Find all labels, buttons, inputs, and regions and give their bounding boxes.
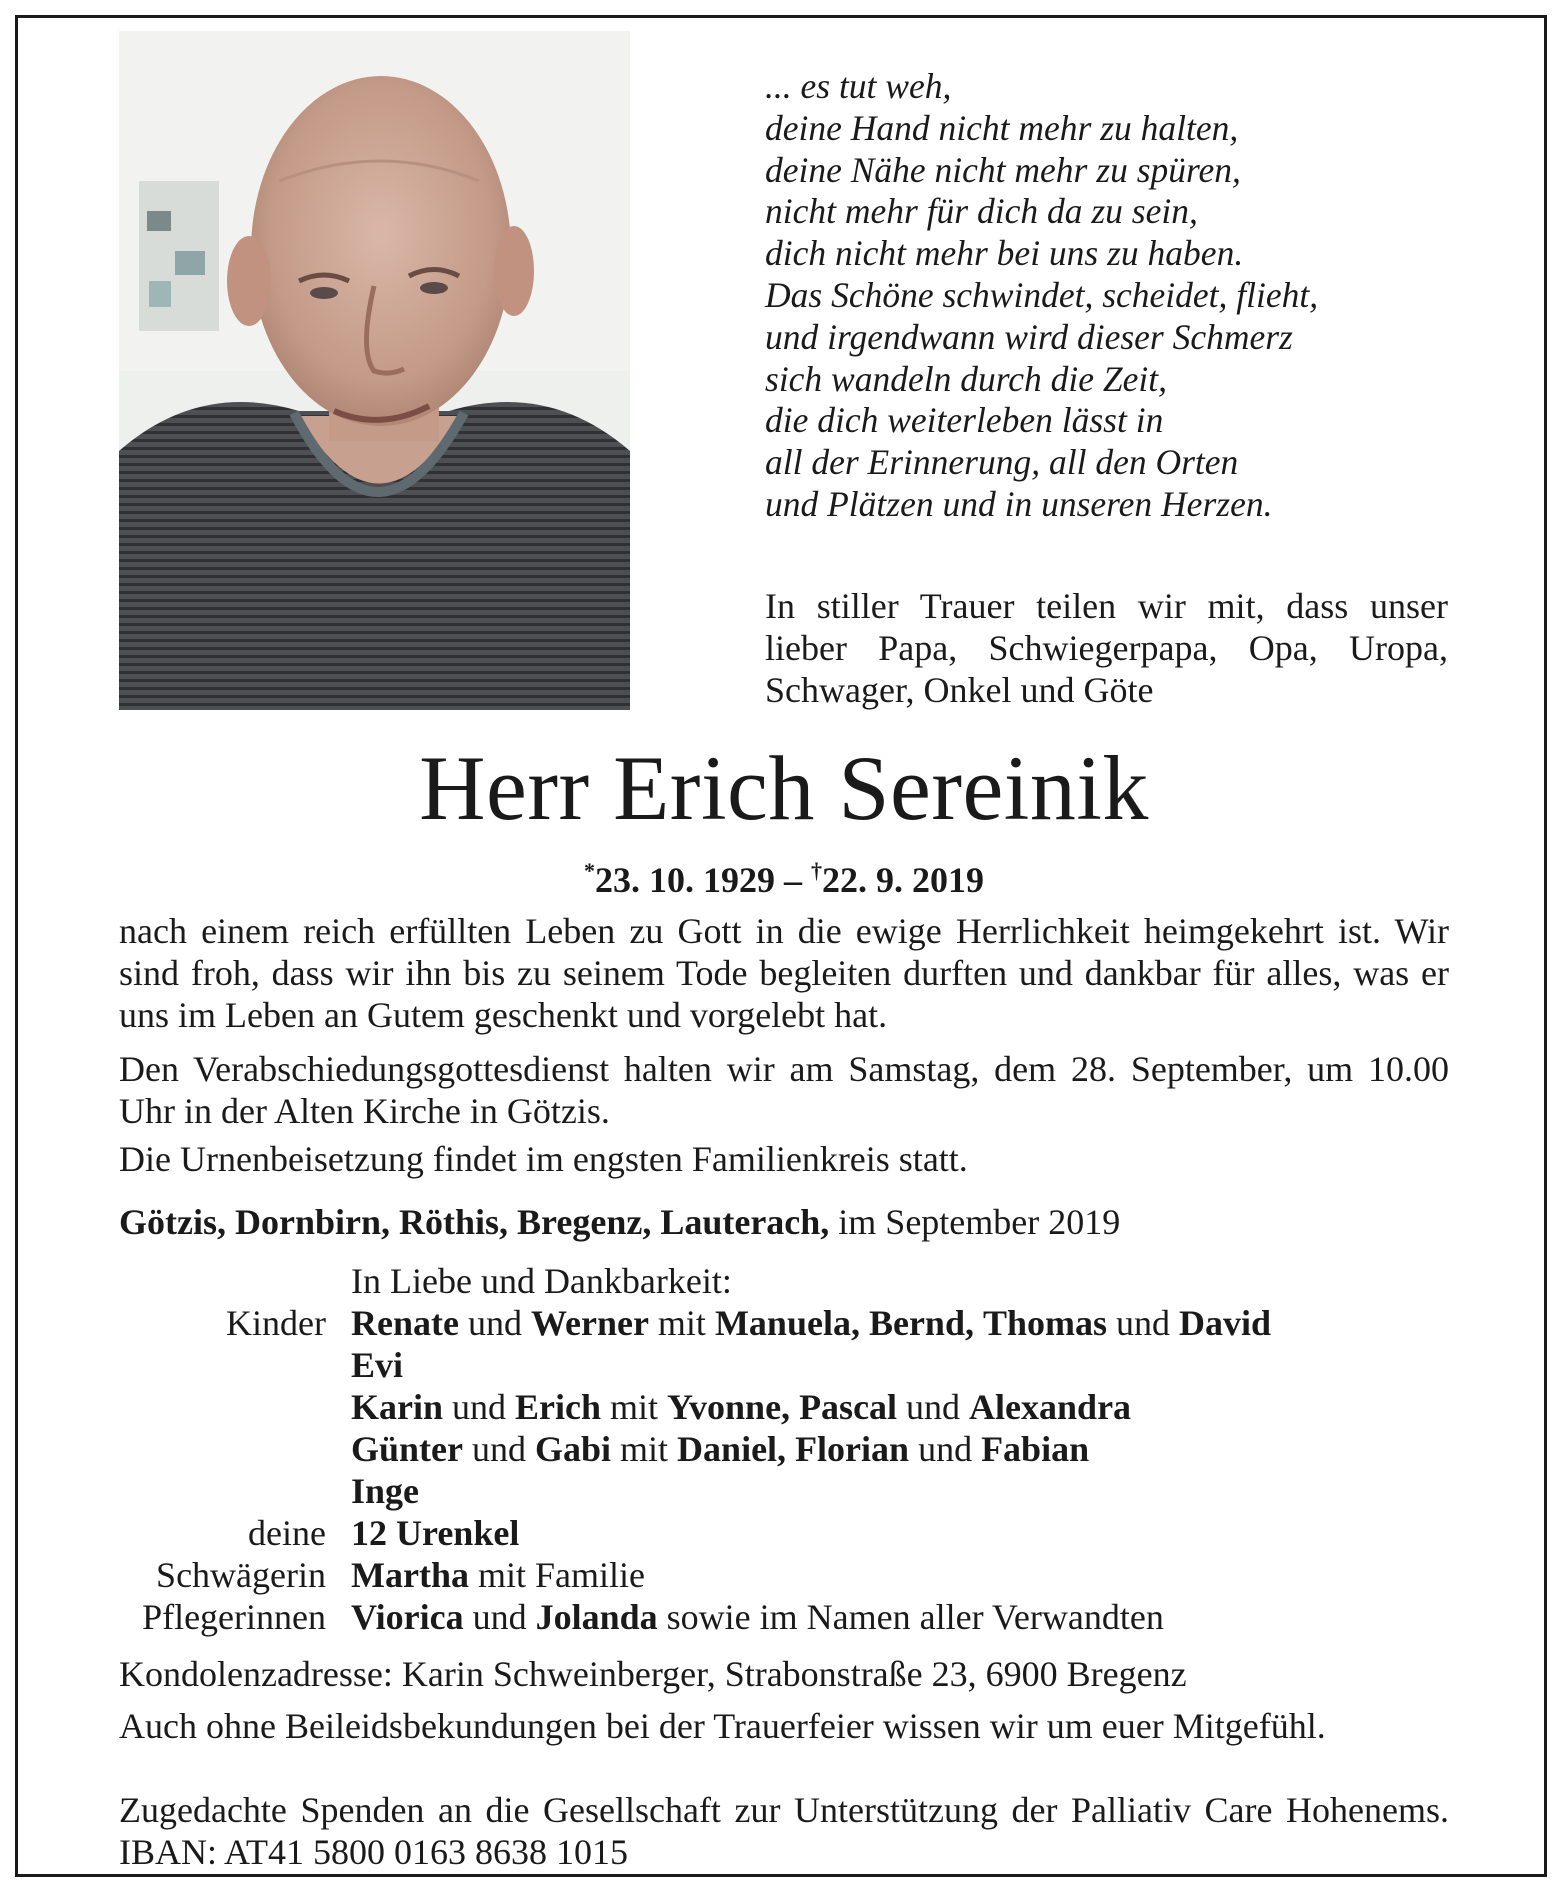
family-member: Daniel,	[677, 1429, 787, 1469]
family-row-kinder	[0, 1302, 1568, 1344]
family-member: Viorica	[351, 1597, 464, 1637]
connector: und	[472, 1597, 527, 1637]
poem-line: die dich weiterleben lässt in	[765, 400, 1164, 441]
birth-symbol: *	[584, 858, 595, 883]
connector: und	[1116, 1303, 1170, 1343]
family-member: Evi	[351, 1345, 404, 1385]
paragraph-urnenbeisetzung: Die Urnenbeisetzung findet im engsten Familienkreis statt.	[119, 1139, 968, 1179]
condolence-note: Auch ohne Beileidsbekundungen bei der Trauerfeier wissen wir um euer Mitgefühl.	[119, 1706, 1326, 1746]
connector: und	[918, 1429, 973, 1469]
death-date: 22. 9. 2019	[822, 860, 984, 900]
poem-line: ... es tut weh,	[765, 66, 952, 106]
signoff-greeting: In Liebe und Dankbarkeit:	[351, 1261, 732, 1301]
family-member: Erich	[515, 1387, 602, 1427]
family-row-urenkel	[0, 1512, 1568, 1554]
paragraph-gottesdienst: Den Verabschiedungsgottesdienst halten wir am Samstag, dem 28. September, um 10.00 Uhr in der Alten Kirche in Götzis.	[119, 1049, 1449, 1131]
poem-line: deine Hand nicht mehr zu halten,	[765, 107, 1239, 148]
poem-line: und Plätzen und in unseren Herzen.	[765, 483, 1273, 524]
life-dates	[0, 850, 1568, 901]
family-member: Gabi	[535, 1429, 612, 1469]
poem-line: sich wandeln durch die Zeit,	[765, 358, 1167, 399]
places-and-date	[119, 1201, 1459, 1243]
connector: und	[472, 1429, 526, 1469]
label-schwaegerin: Schwägerin	[156, 1555, 326, 1595]
connector: mit	[620, 1429, 669, 1469]
label-kinder: Kinder	[226, 1303, 326, 1343]
connector: mit	[657, 1303, 706, 1343]
family-member: Werner	[530, 1303, 649, 1343]
deceased-name: Herr Erich Sereinik	[419, 737, 1149, 839]
family-row-evi	[0, 1344, 1568, 1386]
birth-date: 23. 10. 1929	[595, 860, 775, 900]
family-member: Karin	[351, 1387, 444, 1427]
label-deine: deine	[248, 1513, 326, 1553]
family-member: Thomas	[982, 1303, 1107, 1343]
family-signoff	[0, 1260, 1568, 1638]
family-member: 12 Urenkel	[351, 1513, 520, 1553]
paragraph-heimgekehrt: nach einem reich erfüllten Leben zu Gott in die ewige Herrlichkeit heimgekehrt ist. Wir sind froh, dass wir ihn bis zu seinem Tode begleiten durften und dankbar für alles, was er uns im Leben an Gutem geschenkt und vorgelebt hat.	[119, 911, 1449, 1035]
family-member: Yvonne,	[667, 1387, 791, 1427]
connector: und	[467, 1303, 522, 1343]
family-row-karin	[0, 1386, 1568, 1428]
family-member: Jolanda	[535, 1597, 658, 1637]
poem-line: und irgendwann wird dieser Schmerz	[765, 316, 1293, 357]
connector: mit	[610, 1387, 659, 1427]
condolence-address: Kondolenzadresse: Karin Schweinberger, Strabonstraße 23, 6900 Bregenz	[119, 1654, 1187, 1694]
family-member: Manuela,	[714, 1303, 860, 1343]
connector: und	[906, 1387, 961, 1427]
places-date: im September 2019	[838, 1202, 1121, 1242]
family-member: Florian	[795, 1429, 910, 1469]
intro-text: In stiller Trauer teilen wir mit, dass unser lieber Papa, Schwiegerpapa, Opa, Uropa, Schwager, Onkel und Göte	[765, 586, 1448, 710]
donation-note: Zugedachte Spenden an die Gesellschaft zur Unterstützung der Palliativ Care Hohenems. IBAN: AT41 5800 0163 8638 1015	[119, 1790, 1449, 1872]
poem	[765, 66, 1465, 526]
portrait-photo	[119, 31, 630, 710]
family-member: Fabian	[981, 1429, 1090, 1469]
connector: sowie im Namen aller Verwandten	[666, 1597, 1164, 1637]
family-member: Pascal	[799, 1387, 898, 1427]
family-member: Bernd,	[868, 1303, 974, 1343]
poem-line: nicht mehr für dich da zu sein,	[765, 191, 1198, 232]
family-row-inge	[0, 1470, 1568, 1512]
family-member: Günter	[351, 1429, 463, 1469]
family-row-schwaegerin	[0, 1554, 1568, 1596]
family-member: Alexandra	[969, 1387, 1132, 1427]
death-symbol: †	[811, 858, 822, 883]
connector: und	[452, 1387, 507, 1427]
connector: mit Familie	[477, 1555, 645, 1595]
poem-line: Das Schöne schwindet, scheidet, flieht,	[765, 274, 1319, 315]
poem-line: all der Erinnerung, all den Orten	[765, 442, 1239, 483]
label-pflegerinnen: Pflegerinnen	[142, 1597, 326, 1637]
poem-line: dich nicht mehr bei uns zu haben.	[765, 233, 1244, 274]
portrait-image	[119, 31, 630, 710]
family-member: Inge	[351, 1471, 420, 1511]
poem-line: deine Nähe nicht mehr zu spüren,	[765, 149, 1241, 190]
family-member: Renate	[351, 1303, 459, 1343]
date-separator: –	[784, 860, 802, 900]
family-member: David	[1179, 1303, 1272, 1343]
family-member: Martha	[351, 1555, 469, 1595]
places-towns: Götzis, Dornbirn, Röthis, Bregenz, Lauterach,	[119, 1202, 830, 1242]
family-row-pflegerinnen	[0, 1596, 1568, 1638]
family-row-guenter	[0, 1428, 1568, 1470]
